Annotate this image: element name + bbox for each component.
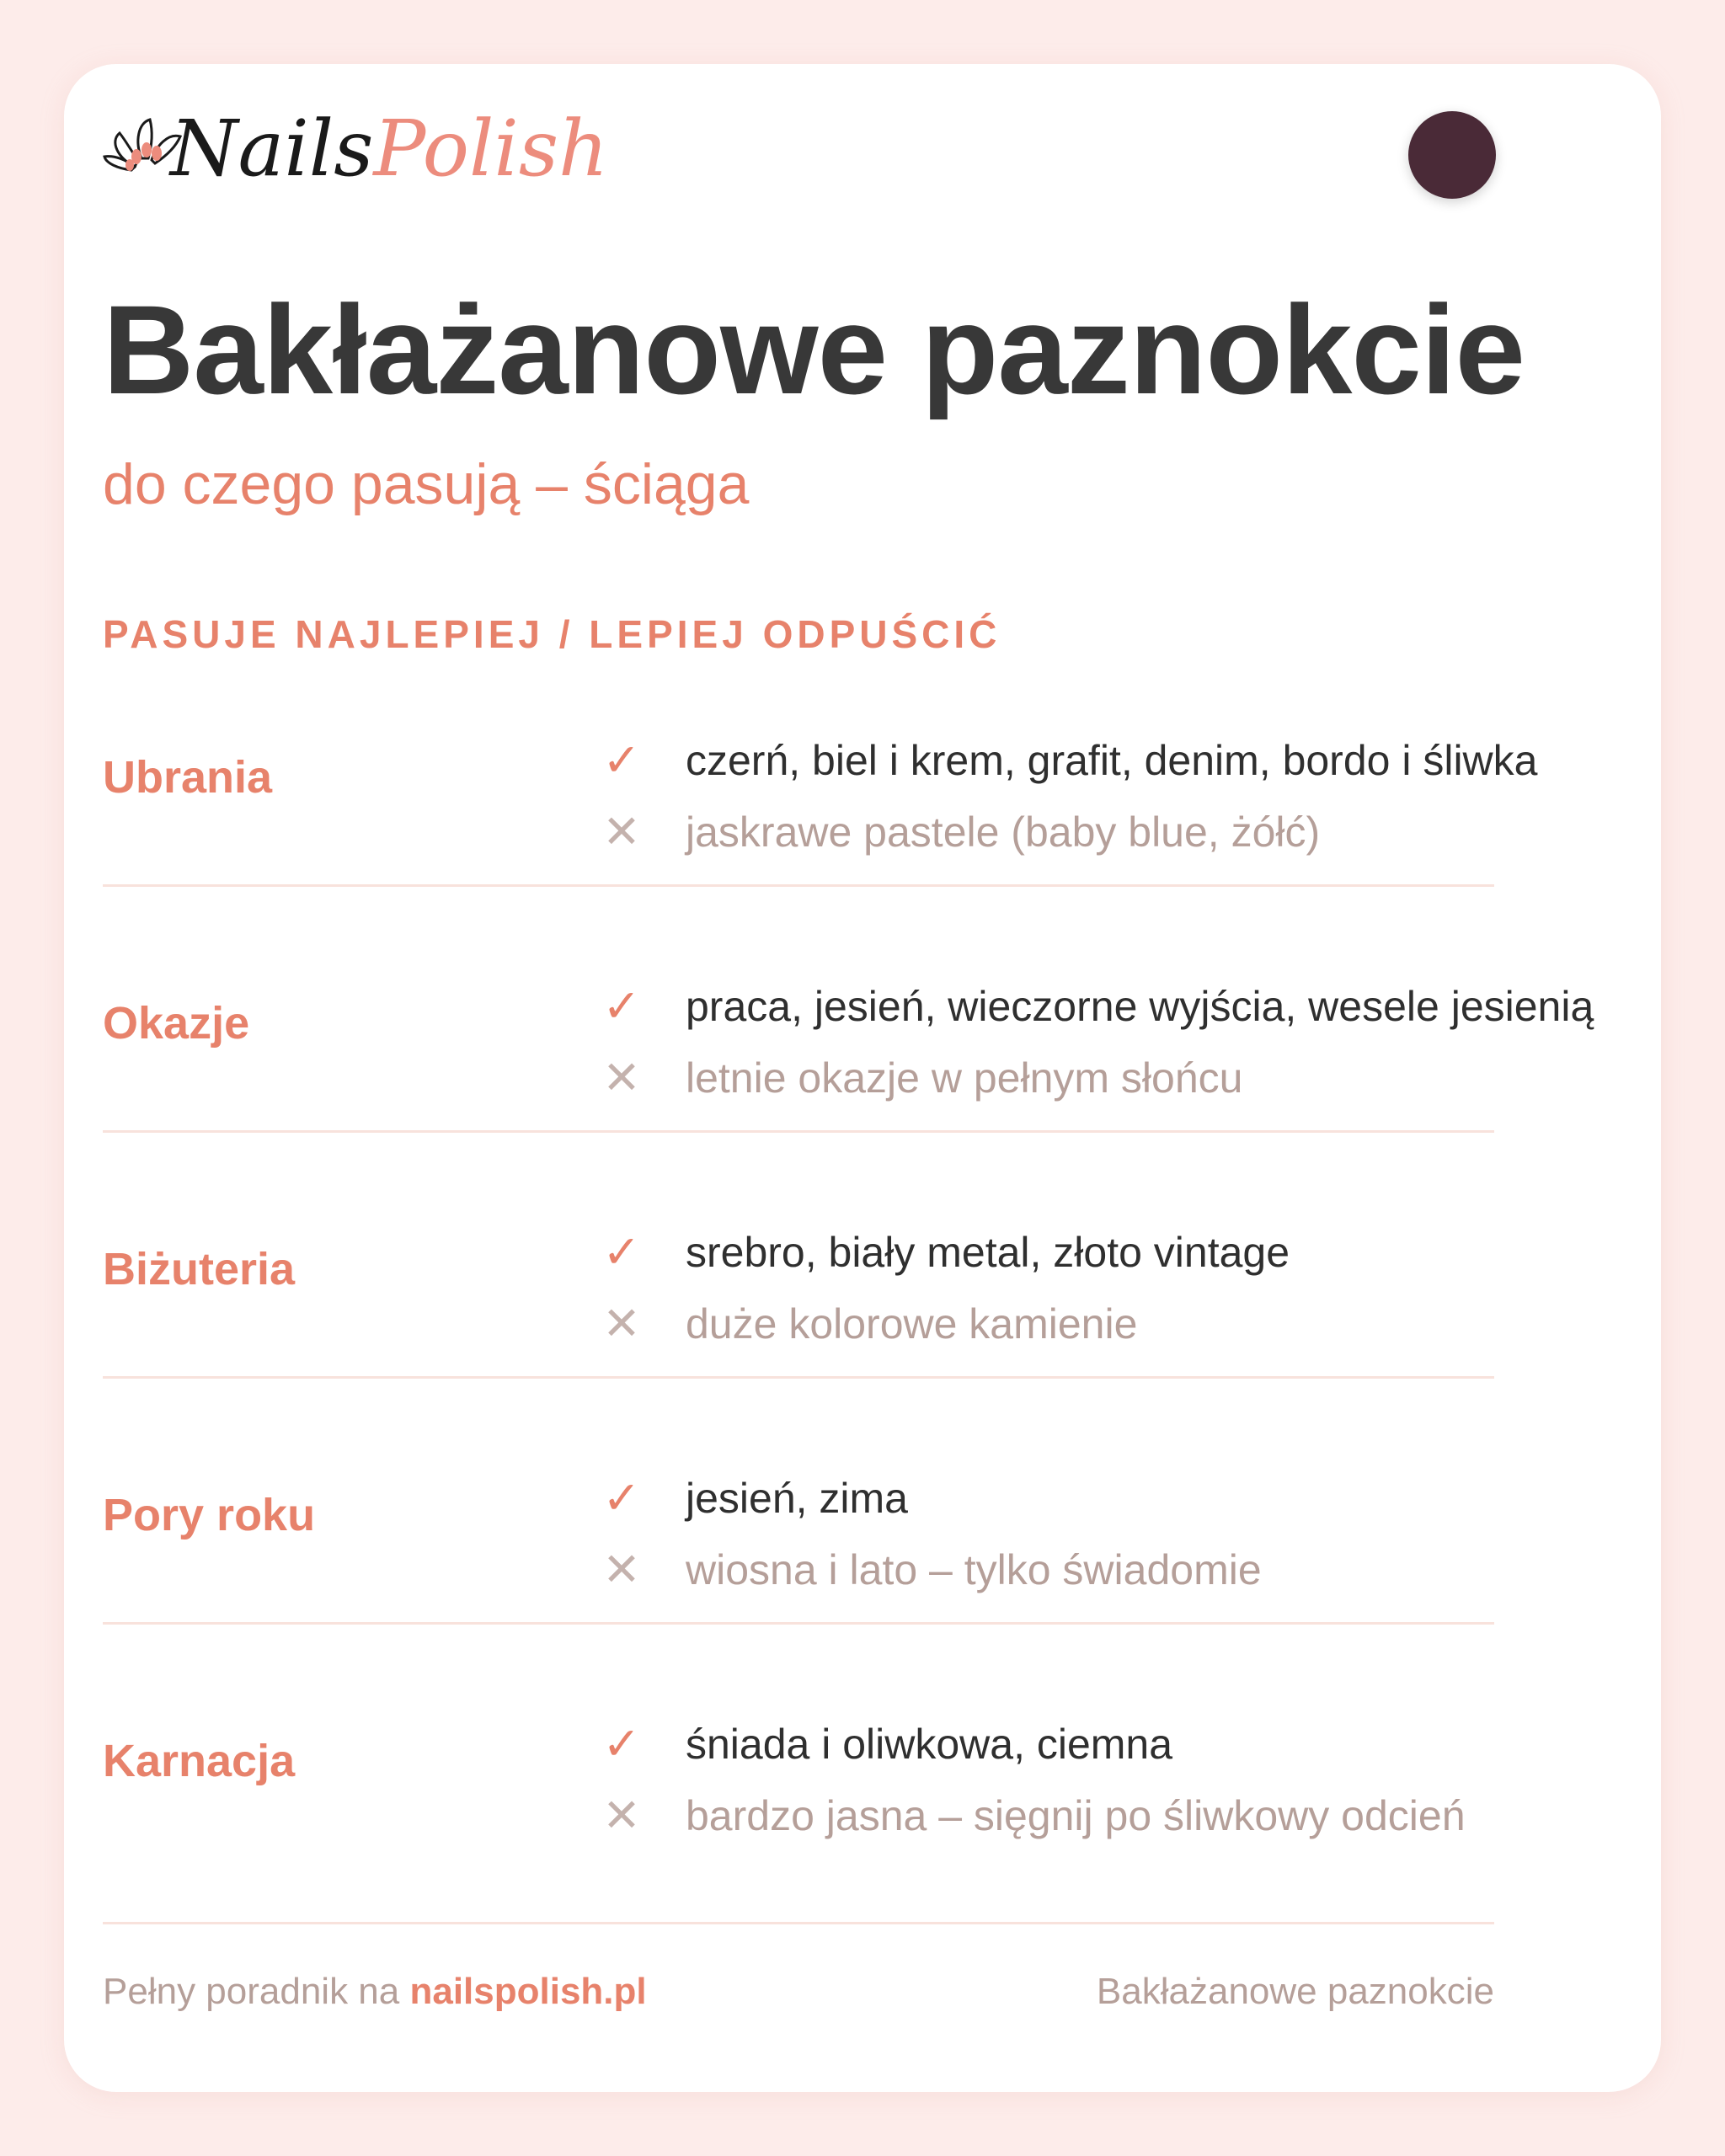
avoid-text: bardzo jasna – sięgnij po śliwkowy odcień [686, 1792, 1466, 1839]
footer-right: Bakłażanowe paznokcie [1096, 1971, 1494, 2012]
check-icon: ✓ [602, 1227, 641, 1278]
divider [103, 1130, 1494, 1133]
color-swatch [1408, 111, 1496, 199]
recommended-text: śniada i oliwkowa, ciemna [686, 1721, 1173, 1768]
row-label: Pory roku [103, 1490, 316, 1540]
divider [103, 1622, 1494, 1625]
logo-part-polish: Polish [373, 104, 609, 194]
page-title: Bakłażanowe paznokcie [103, 279, 1525, 420]
cross-icon: ✕ [602, 1790, 641, 1841]
recommended-text: praca, jesień, wieczorne wyjścia, wesele jesienią [686, 983, 1594, 1030]
row-label: Ubrania [103, 752, 273, 803]
recommended-text: srebro, biały metal, złoto vintage [686, 1229, 1290, 1276]
logo-part-nails: Nails [170, 104, 374, 194]
check-icon: ✓ [602, 981, 641, 1032]
cross-icon: ✕ [602, 1545, 641, 1595]
avoid-text: wiosna i lato – tylko świadomie [686, 1546, 1262, 1593]
footer-prefix: Pełny poradnik na [103, 1971, 410, 2012]
row-label: Karnacja [103, 1736, 296, 1786]
footer-left [103, 1962, 647, 2021]
row-label: Biżuteria [103, 1244, 296, 1294]
check-icon: ✓ [602, 1473, 641, 1524]
cross-icon: ✕ [602, 1053, 641, 1103]
divider [103, 884, 1494, 887]
page-subtitle: do czego pasują – ściąga [103, 452, 750, 516]
check-icon: ✓ [602, 1719, 641, 1769]
cross-icon: ✕ [602, 1299, 641, 1349]
divider [103, 1376, 1494, 1379]
avoid-text: letnie okazje w pełnym słońcu [686, 1054, 1243, 1102]
row-label: Okazje [103, 998, 250, 1049]
footer-divider [103, 1922, 1494, 1924]
recommended-text: jesień, zima [686, 1475, 908, 1522]
avoid-text: jaskrawe pastele (baby blue, żółć) [686, 808, 1321, 856]
logo-wordmark [170, 103, 608, 195]
logo[interactable] [103, 99, 608, 200]
cross-icon: ✕ [602, 807, 641, 857]
footer-link[interactable]: nailspolish.pl [409, 1971, 647, 2012]
footer [103, 1962, 1494, 2021]
recommended-text: czerń, biel i krem, grafit, denim, bordo i śliwka [686, 737, 1538, 784]
section-label: PASUJE NAJLEPIEJ / LEPIEJ ODPUŚCIĆ [103, 612, 1001, 656]
avoid-text: duże kolorowe kamienie [686, 1300, 1138, 1348]
check-icon: ✓ [602, 735, 641, 786]
